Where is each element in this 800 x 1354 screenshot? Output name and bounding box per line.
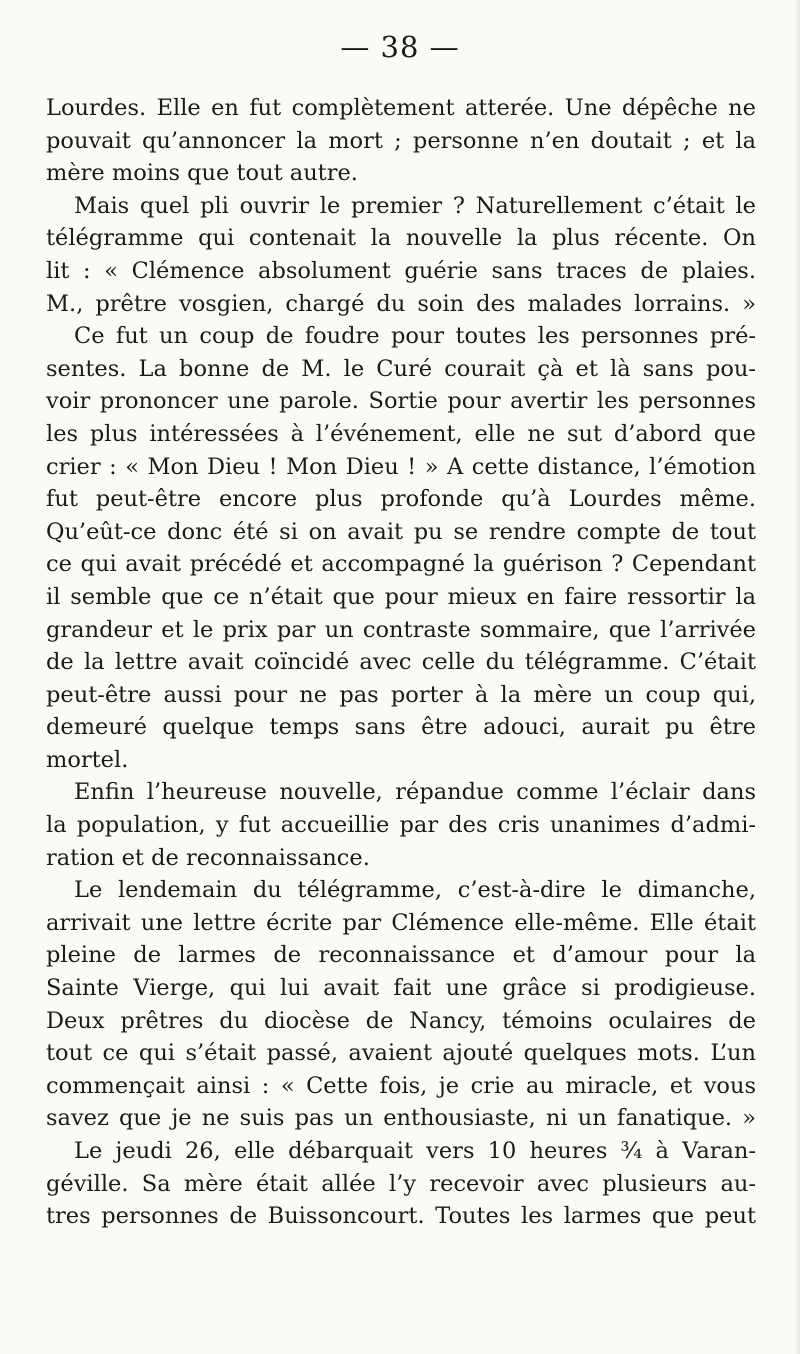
page-number: — 38 —: [340, 30, 460, 64]
text-line: lit : « Clémence absolument guérie sans traces de plaies.: [46, 257, 756, 284]
text-line: Le lendemain du télégramme, c’est-à-dire le dimanche,: [74, 877, 756, 904]
text-line: pouvait qu’annoncer la mort ; personne n’en doutait ; et la: [46, 127, 756, 154]
text-line: demeuré quelque temps sans être adouci, aurait pu être: [46, 714, 756, 741]
text-line: peut-être aussi pour ne pas porter à la mère un coup qui,: [46, 681, 756, 708]
text-line: Lourdes. Elle en fut complètement atterée. Une dépêche ne: [46, 95, 756, 121]
text-line: savez que je ne suis pas un enthousiaste, ni un fanatique. »: [46, 1105, 756, 1132]
text-line: il semble que ce n’était que pour mieux en faire ressortir la: [46, 583, 756, 610]
text-line: commençait ainsi : « Cette fois, je crie au miracle, et vous: [46, 1072, 756, 1099]
text-line: ration et de reconnaissance.: [46, 844, 370, 871]
text-line: ce qui avait précédé et accompagné la guérison ? Cependant: [46, 551, 756, 578]
text-line: de la lettre avait coïncidé avec celle du télégramme. C’était: [46, 649, 756, 676]
text-line: Mais quel pli ouvrir le premier ? Naturellement c’était le: [74, 192, 756, 219]
text-line: la population, y fut accueillie par des cris unanimes d’admi-: [46, 812, 756, 839]
text-line: Deux prêtres du diocèse de Nancy, témoins oculaires de: [46, 1007, 756, 1034]
page-edge-shadow: [794, 0, 800, 1354]
text-line: pleine de larmes de reconnaissance et d’amour pour la: [46, 942, 756, 969]
text-line: tres personnes de Buissoncourt. Toutes les larmes que peut: [46, 1203, 756, 1230]
text-line: Qu’eût-ce donc été si on avait pu se rendre compte de tout: [46, 518, 756, 545]
text-line: géville. Sa mère était allée l’y recevoir avec plusieurs au-: [46, 1170, 756, 1197]
text-line: M., prêtre vosgien, chargé du soin des malades lorrains. »: [46, 290, 756, 317]
text-line: mère moins que tout autre.: [46, 160, 358, 187]
text-line: sentes. La bonne de M. le Curé courait çà et là sans pou-: [46, 355, 756, 382]
text-line: voir prononcer une parole. Sortie pour avertir les personnes: [46, 388, 756, 415]
text-line: fut peut-être encore plus profonde qu’à Lourdes même.: [46, 486, 756, 513]
text-line: Le jeudi 26, elle débarquait vers 10 heures ¾ à Varan-: [74, 1138, 756, 1164]
text-line: tout ce qui s’était passé, avaient ajouté quelques mots. L’un: [46, 1040, 756, 1067]
text-line: Ce fut un coup de foudre pour toutes les personnes pré-: [74, 323, 756, 350]
text-line: Enfin l’heureuse nouvelle, répandue comme l’éclair dans: [74, 779, 756, 806]
text-line: Sainte Vierge, qui lui avait fait une grâce si prodigieuse.: [46, 975, 756, 1002]
text-line: les plus intéressées à l’événement, elle ne sut d’abord que: [46, 420, 756, 447]
text-line: grandeur et le prix par un contraste sommaire, que l’arrivée: [46, 616, 756, 643]
text-line: crier : « Mon Dieu ! Mon Dieu ! » A cette distance, l’émotion: [46, 453, 756, 480]
text-line: télégramme qui contenait la nouvelle la plus récente. On: [46, 225, 756, 252]
text-line: arrivait une lettre écrite par Clémence elle-même. Elle était: [46, 909, 756, 936]
body-text: [46, 92, 756, 1233]
text-line: mortel.: [46, 746, 129, 773]
